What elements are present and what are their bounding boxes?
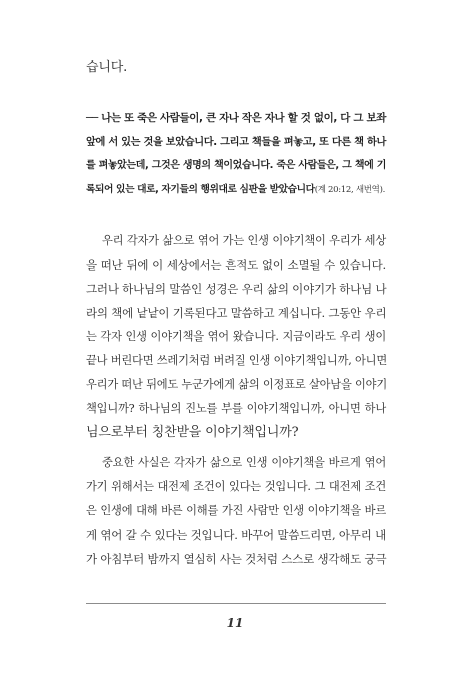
paragraph-line: 라의 책에 낱낱이 기록된다고 말씀하고 계십니다. 그동안 우리 [86,306,387,320]
paragraph-line: 중요한 사실은 각자가 삶으로 인생 이야기책을 바르게 엮어 [102,456,386,469]
quote-citation: (계 20:12, 새번역). [314,185,385,195]
paragraph-line: 우리가 떠난 뒤에도 누군가에게 삶의 이정표로 살아남을 이야기 [86,378,387,391]
intro-line: 습니다. [86,60,128,75]
page-number: 11 [226,616,244,630]
paragraph-line: 는 각자 인생 이야기책을 엮어 왔습니다. 지금이라도 우리 생이 [86,330,386,343]
footer-divider [86,603,386,604]
paragraph-line: 은 인생에 대해 바른 이해를 가진 사람만 인생 이야기책을 바르 [86,504,386,517]
quote-line: 앞에 서 있는 것을 보았습니다. 그리고 책들을 펴놓고, 또 다른 책 하나 [86,136,386,148]
quote-last-line [86,181,386,199]
paragraph-line: 가기 위해서는 대전제 조건이 있다는 것입니다. 그 대전제 조건 [86,480,386,493]
paragraph-line: 을 떠난 뒤에 이 세상에서는 흔적도 없이 소멸될 수 있습니다. [86,258,386,272]
paragraph-line: 님으로부터 칭찬받을 이야기책입니까? [86,425,299,440]
paragraph-line: 게 엮어 갈 수 있다는 것입니다. 바꾸어 말씀드리면, 아무리 내 [86,528,386,542]
quote-line: ── 나는 또 죽은 사람들이, 큰 자나 작은 자나 할 것 없이, 다 그 보좌 [86,112,386,124]
quote-line: 록되어 있는 대로, 자기들의 행위대로 심판을 받았습니다 [86,184,315,195]
paragraph-line: 책입니까? 하나님의 진노를 부를 이야기책입니까, 아니면 하나 [86,402,386,415]
paragraph-line: 가 아침부터 밤까지 열심히 사는 것처럼 스스로 생각해도 궁극 [86,552,387,566]
paragraph-line: 그러나 하나님의 말씀인 성경은 우리 삶의 이야기가 하나님 나 [86,282,387,296]
paragraph-line: 끝나 버린다면 쓰레기처럼 버려질 인생 이야기책입니까, 아니면 [86,354,387,367]
paragraph-line: 우리 각자가 삶으로 엮어 가는 인생 이야기책이 우리가 세상 [102,234,386,247]
quote-line: 를 펴놓았는데, 그것은 생명의 책이었습니다. 죽은 사람들은, 그 책에 기 [86,160,386,171]
